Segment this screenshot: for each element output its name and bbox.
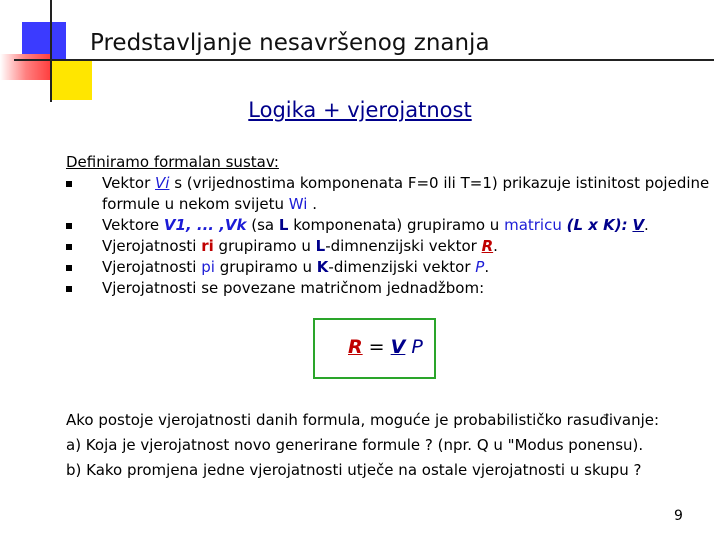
vi-term: Vi xyxy=(155,174,170,192)
bullet-square-icon xyxy=(66,244,72,250)
lxk-term: (L x K): xyxy=(566,216,628,234)
bullet-item-3: Vjerojatnosti ri grupiramo u L-dimnenzijski vektor R. xyxy=(66,236,720,257)
wi-term: Wi xyxy=(288,195,308,213)
L-term: L xyxy=(278,216,289,234)
reasoning-block xyxy=(66,408,659,483)
bullet-square-icon xyxy=(66,286,72,292)
K-term: K xyxy=(316,258,329,276)
eq-P: P xyxy=(411,336,423,358)
bullet-square-icon xyxy=(66,265,72,271)
bullet-square-icon xyxy=(66,223,72,229)
bullet-square-icon xyxy=(66,181,72,187)
slide-title: Predstavljanje nesavršenog znanja xyxy=(90,30,490,56)
slide-subtitle: Logika + vjerojatnost xyxy=(248,98,472,122)
matrix-equation: R = V P xyxy=(348,336,423,358)
vector-list-term: V1, ... ,Vk xyxy=(163,216,247,234)
decor-yellow-square xyxy=(50,60,92,100)
pi-term: pi xyxy=(201,258,215,276)
decor-vertical-line xyxy=(50,0,52,102)
reasoning-line-2: a) Koja je vjerojatnost novo generirane formule ? (npr. Q u "Modus ponensu). xyxy=(66,436,644,454)
bullet-item-5: Vjerojatnosti se povezane matričnom jednadžbom: xyxy=(66,278,720,299)
reasoning-line-3: b) Kako promjena jedne vjerojatnosti utječe na ostale vjerojatnosti u skupu ? xyxy=(66,461,642,479)
bullet-item-1: Vektor Vi s (vrijednostima komponenata F=0 ili T=1) prikazuje istinitost pojedine formule u nekom svijetu Wi . xyxy=(66,173,720,215)
V-term: V xyxy=(632,216,645,234)
decor-horizontal-line xyxy=(14,59,714,61)
definition-block xyxy=(66,152,720,299)
bullet-item-4: Vjerojatnosti pi grupiramo u K-dimenzijski vektor P. xyxy=(66,257,720,278)
bullet-item-2: Vektore V1, ... ,Vk (sa L komponenata) grupiramo u matricu (L x K): V. xyxy=(66,215,720,236)
P-term: P xyxy=(475,258,485,276)
decor-red-gradient xyxy=(0,54,52,80)
page-number: 9 xyxy=(674,508,683,524)
intro-line: Definiramo formalan sustav: xyxy=(66,153,279,171)
L-term: L xyxy=(315,237,326,255)
ri-term: ri xyxy=(201,237,214,255)
eq-V: V xyxy=(390,336,406,358)
R-term: R xyxy=(481,237,494,255)
reasoning-line-1: Ako postoje vjerojatnosti danih formula, moguće je probabilističko rasuđivanje: xyxy=(66,411,660,429)
matricu-term: matricu xyxy=(504,216,562,234)
eq-R: R xyxy=(348,336,363,358)
